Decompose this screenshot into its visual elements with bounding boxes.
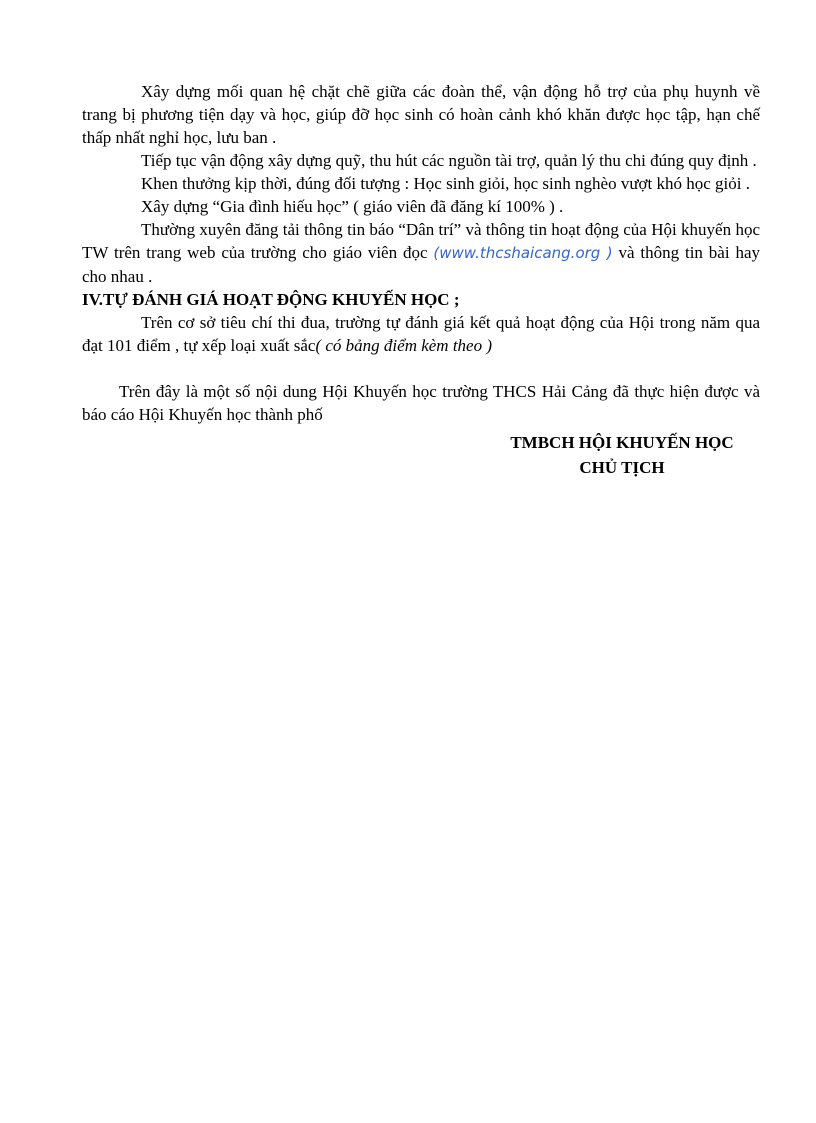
website-tail: và thông tin bài hay cho nhau .: [82, 243, 760, 286]
website-text: Thường xuyên đăng tải thông tin báo “Dân trí” và thông tin hoạt động của Hội khuyến học TW trên trang web của trường cho giáo viên đọc: [82, 220, 760, 262]
paragraph-relations: Xây dựng mối quan hệ chặt chẽ giữa các đoàn thể, vận động hỗ trợ của phụ huynh về trang bị phương tiện dạy và học, giúp đỡ học sinh có hoàn cảnh khó khăn được học tập, hạn chế thấp nhất nghỉ học, lưu ban .: [82, 82, 760, 147]
paragraph-fund: Tiếp tục vận động xây dựng quỹ, thu hút các nguồn tài trợ, quản lý thu chi đúng quy định .: [141, 151, 757, 170]
signature-block: [422, 430, 816, 480]
closing-paragraph: Trên đây là một số nội dung Hội Khuyến học trường THCS Hải Cảng đã thực hiện được và báo cáo Hội Khuyến học thành phố: [82, 382, 760, 424]
website-link[interactable]: (www.thcshaicang.org ): [433, 244, 613, 262]
paragraph-website: [82, 218, 760, 288]
signature-org: TMBCH HỘI KHUYẾN HỌC: [510, 433, 734, 452]
signature-title: CHỦ TỊCH: [579, 458, 665, 477]
paragraph-rewards: Khen thưởng kịp thời, đúng đối tượng : Học sinh giỏi, học sinh nghèo vượt khó học giỏi .: [141, 174, 750, 193]
assessment-note: ( có bảng điểm kèm theo ): [315, 336, 493, 355]
document-page: [82, 80, 760, 480]
section-heading: IV.TỰ ĐÁNH GIÁ HOẠT ĐỘNG KHUYẾN HỌC ;: [82, 290, 460, 309]
paragraph-family: Xây dựng “Gia đình hiếu học” ( giáo viên đã đăng kí 100% ) .: [141, 197, 564, 216]
assessment-text: Trên cơ sở tiêu chí thi đua, trường tự đánh giá kết quả hoạt động của Hội trong năm qua đạt 101 điểm , tự xếp loại xuất sắc: [82, 313, 760, 355]
paragraph-self-assessment: [82, 311, 760, 357]
